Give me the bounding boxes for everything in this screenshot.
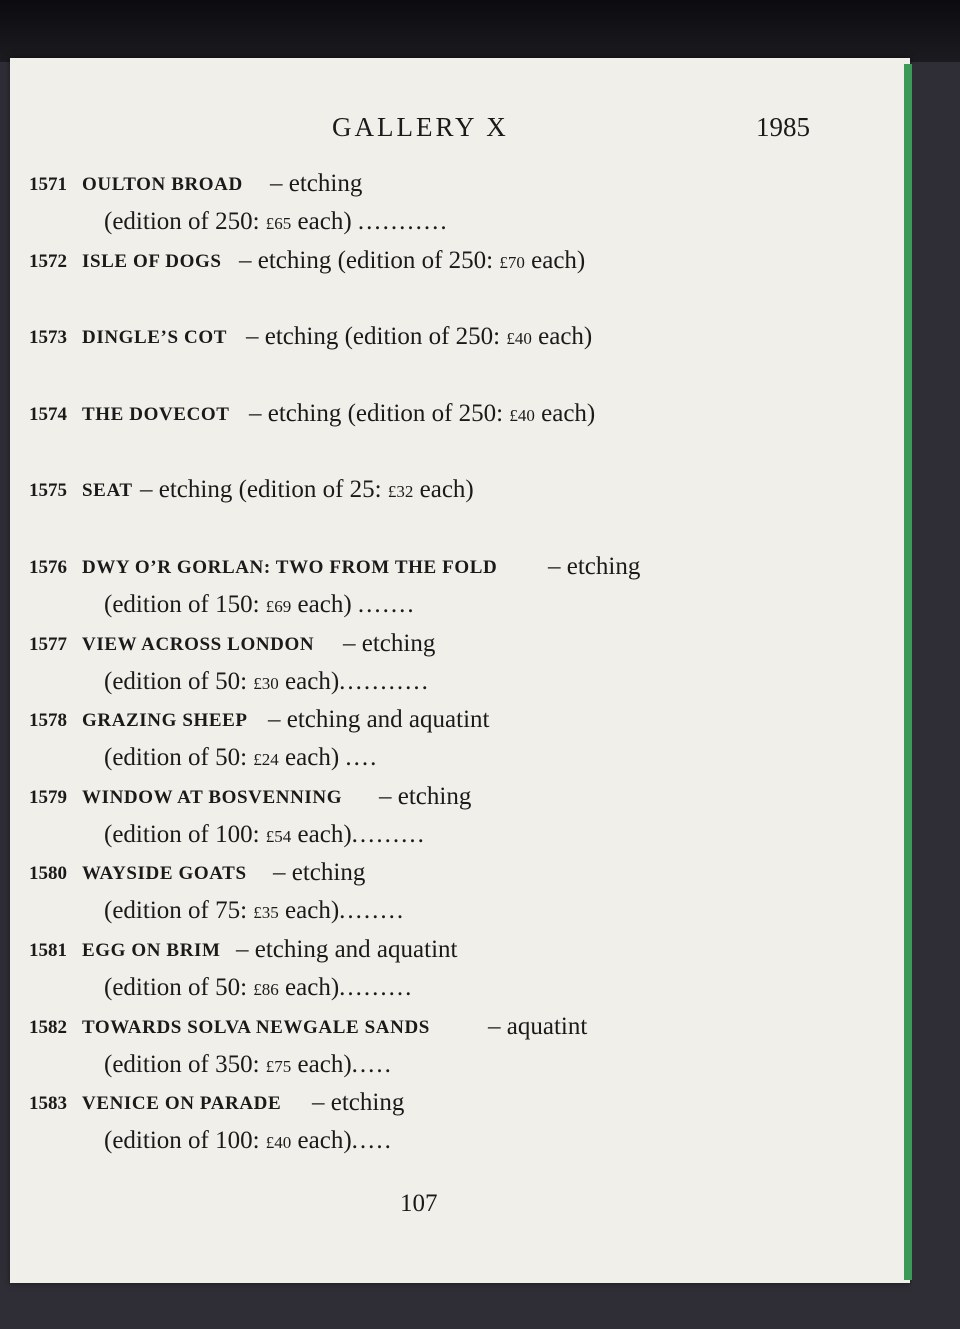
catalogue-entry bbox=[0, 783, 960, 860]
entry-number: 1575 bbox=[29, 480, 67, 502]
each-price: £32 bbox=[387, 482, 414, 502]
entry-edition: (edition of 75: £35 each)........ bbox=[104, 897, 406, 925]
entry-title: ISLE OF DOGS bbox=[82, 250, 222, 272]
catalogue-entry bbox=[0, 936, 960, 1013]
leader-dots: ........ bbox=[339, 897, 406, 925]
entry-edition: (edition of 100: £40 each)..... bbox=[104, 1127, 393, 1155]
entry-title: DINGLE’S COT bbox=[82, 327, 227, 349]
entry-number: 1576 bbox=[29, 556, 67, 578]
entry-edition: (edition of 50: £30 each)........... bbox=[104, 667, 430, 695]
catalogue-entry bbox=[0, 323, 960, 400]
each-price: £35 bbox=[253, 903, 279, 923]
entry-medium: – etching and aquatint bbox=[236, 935, 458, 963]
entry-number: 1582 bbox=[29, 1016, 67, 1038]
leader-dots: ......... bbox=[339, 973, 414, 1001]
entry-medium: – etching bbox=[343, 629, 436, 657]
catalogue-entry bbox=[0, 1089, 960, 1166]
entry-number: 1571 bbox=[29, 174, 67, 195]
catalogue-entry bbox=[0, 553, 960, 630]
entry-number: 1583 bbox=[29, 1093, 67, 1115]
catalogue-entry bbox=[0, 400, 960, 477]
entry-number: 1579 bbox=[29, 786, 67, 808]
entry-edition: (edition of 350: £75 each)..... bbox=[104, 1050, 393, 1078]
entry-title: WAYSIDE GOATS bbox=[82, 863, 247, 885]
each-price: £40 bbox=[509, 405, 535, 425]
leader-dots: ......... bbox=[351, 820, 426, 848]
each-price: £40 bbox=[265, 1133, 292, 1153]
each-price: £40 bbox=[506, 329, 532, 349]
catalogue-entry bbox=[0, 1013, 960, 1090]
leader-dots: ........... bbox=[357, 208, 449, 235]
entry-edition: (edition of 100: £54 each)......... bbox=[104, 820, 426, 848]
entry-medium: – etching bbox=[312, 1089, 405, 1117]
leader-dots: ..... bbox=[351, 1127, 393, 1155]
entry-title: SEAT bbox=[82, 480, 133, 502]
catalogue-entry bbox=[0, 706, 960, 783]
catalogue-entry bbox=[0, 476, 960, 553]
entry-title: VENICE ON PARADE bbox=[82, 1093, 282, 1115]
entry-title: WINDOW AT BOSVENNING bbox=[82, 786, 343, 808]
each-price: £65 bbox=[265, 214, 292, 233]
leader-dots: ..... bbox=[351, 1050, 393, 1078]
entry-number: 1578 bbox=[29, 710, 67, 732]
entry-medium: – etching and aquatint bbox=[268, 706, 490, 734]
entry-medium: – aquatint bbox=[488, 1012, 588, 1040]
entry-number: 1574 bbox=[29, 403, 67, 425]
catalogue-entry bbox=[0, 170, 960, 247]
catalogue-entry bbox=[0, 630, 960, 707]
entry-medium: – etching bbox=[273, 859, 366, 887]
catalogue-entry bbox=[0, 247, 960, 324]
entry-medium: – etching bbox=[379, 782, 472, 810]
entry-title: EGG ON BRIM bbox=[82, 939, 221, 961]
each-price: £86 bbox=[253, 979, 279, 999]
each-price: £30 bbox=[253, 673, 279, 693]
each-price: £54 bbox=[265, 826, 292, 846]
page-number: 107 bbox=[400, 1190, 438, 1217]
entry-edition: (edition of 250: £65 each) ........... bbox=[104, 208, 449, 235]
entry-title: GRAZING SHEEP bbox=[82, 710, 248, 732]
entry-number: 1577 bbox=[29, 633, 67, 655]
entry-number: 1580 bbox=[29, 863, 67, 885]
entry-medium: – etching (edition of 250: £70 each) bbox=[239, 246, 586, 274]
each-price: £69 bbox=[265, 596, 292, 616]
each-price: £75 bbox=[265, 1056, 292, 1076]
entry-number: 1572 bbox=[29, 250, 67, 272]
each-price: £70 bbox=[499, 252, 525, 272]
catalogue-entries bbox=[0, 170, 960, 1166]
each-price: £24 bbox=[253, 750, 279, 770]
entry-title: VIEW ACROSS LONDON bbox=[82, 633, 315, 655]
background-top bbox=[0, 0, 960, 62]
entry-title: DWY O’R GORLAN: TWO FROM THE FOLD bbox=[82, 556, 498, 578]
page-header bbox=[0, 112, 960, 152]
leader-dots: .... bbox=[345, 744, 379, 772]
entry-number: 1573 bbox=[29, 327, 67, 349]
entry-title: TOWARDS SOLVA NEWGALE SANDS bbox=[82, 1016, 430, 1038]
catalogue-entry bbox=[0, 859, 960, 936]
leader-dots: ....... bbox=[357, 590, 416, 618]
entry-medium: – etching (edition of 250: £40 each) bbox=[249, 399, 596, 427]
entry-title: OULTON BROAD bbox=[82, 174, 243, 195]
year: 1985 bbox=[756, 112, 810, 142]
entry-title: THE DOVECOT bbox=[82, 403, 230, 425]
entry-medium: – etching bbox=[270, 170, 363, 197]
entry-edition: (edition of 150: £69 each) ....... bbox=[104, 590, 416, 618]
gallery-title: GALLERY X bbox=[332, 112, 509, 142]
entry-medium: – etching (edition of 250: £40 each) bbox=[246, 323, 593, 351]
leader-dots: ........... bbox=[339, 667, 430, 695]
entry-number: 1581 bbox=[29, 939, 67, 961]
entry-edition: (edition of 50: £86 each)......... bbox=[104, 973, 414, 1001]
entry-medium: – etching (edition of 25: £32 each) bbox=[140, 476, 474, 504]
entry-edition: (edition of 50: £24 each) .... bbox=[104, 744, 379, 772]
entry-medium: – etching bbox=[548, 552, 641, 580]
